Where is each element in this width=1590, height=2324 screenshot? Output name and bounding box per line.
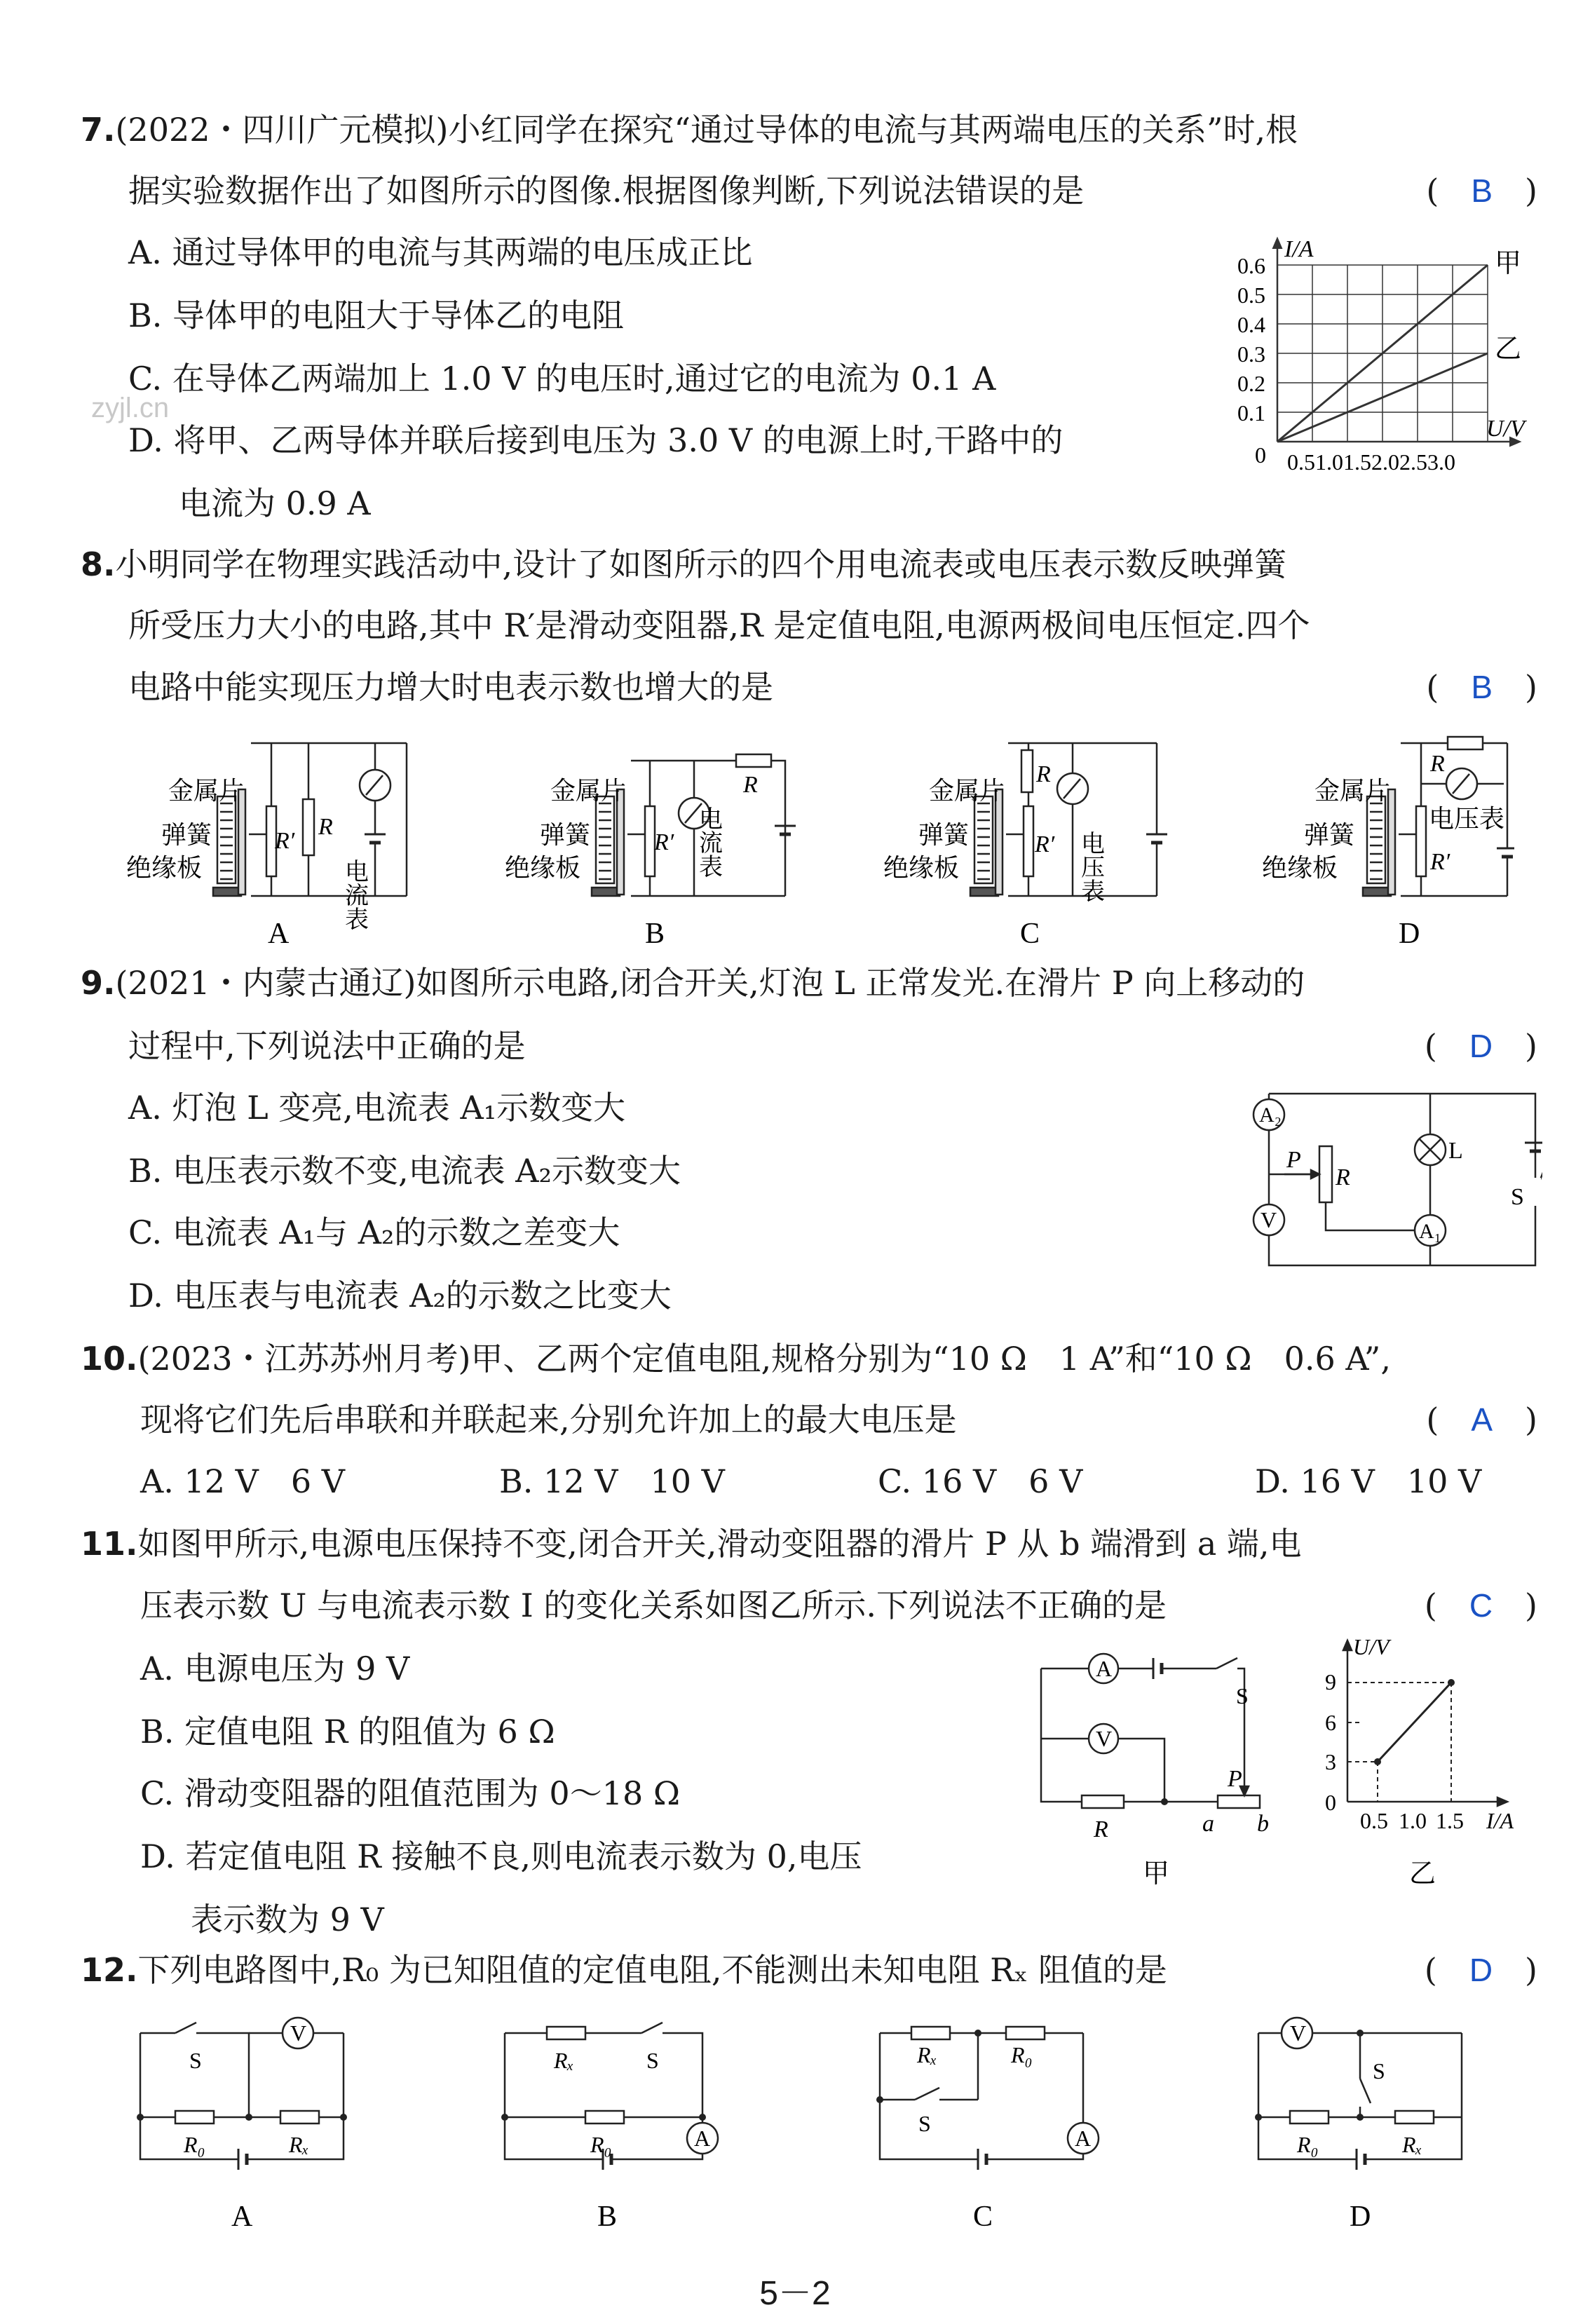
svg-text:R: R	[1336, 1164, 1350, 1190]
svg-text:金属片: 金属片	[929, 777, 1005, 805]
svg-text:R₀: R₀	[1297, 2132, 1319, 2157]
ytick: 9	[1325, 1669, 1336, 1694]
svg-text:V: V	[1096, 1726, 1113, 1751]
q8-line3: 电路中能实现压力增大时电表示数也增大的是	[128, 668, 773, 706]
svg-text:金属片: 金属片	[1314, 777, 1391, 805]
q8-circuits	[112, 729, 1514, 953]
svg-text:U/V: U/V	[1353, 1634, 1389, 1659]
q7-number: 7.	[81, 111, 116, 149]
q12-circuits	[126, 2012, 1528, 2243]
svg-text:A₁: A₁	[1419, 1220, 1442, 1243]
caption-c: C	[1020, 918, 1040, 950]
q10-option-a: A. 12 V 6 V	[140, 1462, 345, 1500]
svg-text:R: R	[1094, 1816, 1108, 1842]
svg-text:R: R	[318, 814, 333, 840]
q10-option-b: B. 12 V 10 V	[499, 1462, 725, 1500]
ui-line	[1378, 1683, 1451, 1762]
svg-text:电流表: 电流表	[695, 806, 721, 878]
svg-text:绝缘板: 绝缘板	[1262, 854, 1338, 882]
q10-option-c: C. 16 V 6 V	[878, 1462, 1083, 1500]
ytick: 0.2	[1237, 371, 1265, 396]
svg-text:甲: 甲	[1495, 249, 1522, 278]
graph-xlabel: U/V	[1486, 416, 1525, 442]
svg-text:金属片: 金属片	[168, 777, 245, 805]
circuit-b	[592, 754, 796, 896]
svg-text:A: A	[1075, 2126, 1092, 2151]
svg-text:弹簧: 弹簧	[918, 821, 970, 849]
svg-text:a: a	[1202, 1811, 1214, 1837]
graph-ylabel: I/A	[1284, 236, 1314, 262]
q8-line2: 所受压力大小的电路,其中 R′是滑动变阻器,R 是定值电阻,电源两极间电压恒定.四个	[128, 606, 1310, 644]
caption-b: B	[645, 918, 665, 950]
q7-option-d: D. 将甲、乙两导体并联后接到电压为 3.0 V 的电源上时,干路中的	[128, 421, 1064, 459]
svg-text:电压表: 电压表	[1077, 831, 1103, 902]
svg-text:金属片: 金属片	[550, 777, 627, 805]
q7-line2: 据实验数据作出了如图所示的图像.根据图像判断,下列说法错误的是	[128, 172, 1085, 210]
xtick: 1.0	[1399, 1808, 1427, 1833]
svg-text:弹簧: 弹簧	[161, 821, 212, 849]
svg-text:V: V	[1290, 2020, 1307, 2046]
svg-text:0: 0	[1255, 442, 1266, 468]
circuit-c	[970, 743, 1167, 896]
svg-text:乙: 乙	[1495, 334, 1522, 364]
xtick: 1.5	[1436, 1808, 1464, 1833]
svg-text:绝缘板: 绝缘板	[126, 854, 203, 882]
xtick: 0.5	[1360, 1808, 1388, 1833]
ytick: 0.6	[1237, 253, 1265, 278]
svg-text:弹簧: 弹簧	[540, 821, 591, 849]
q8-line1: 8.小明同学在物理实践活动中,设计了如图所示的四个用电流表或电压表示数反映弹簧	[81, 545, 1287, 583]
ytick: 6	[1325, 1710, 1336, 1735]
q10-line2: 现将它们先后串联和并联起来,分别允许加上的最大电压是	[140, 1401, 957, 1439]
svg-text:P: P	[1228, 1766, 1242, 1792]
caption-b: B	[597, 2201, 618, 2233]
ytick: 0.5	[1237, 283, 1265, 308]
svg-text:R: R	[1036, 761, 1051, 787]
svg-text:A: A	[1096, 1656, 1113, 1681]
watermark: zyjl.cn	[91, 393, 170, 423]
q9-line1: 9.(2021・内蒙古通辽)如图所示电路,闭合开关,灯泡 L 正常发光.在滑片 P 向上移动的	[81, 964, 1305, 1002]
svg-text:P: P	[1286, 1147, 1301, 1173]
ytick: 0.4	[1237, 312, 1265, 337]
q12-line1: 12.下列电路图中,R₀ 为已知阻值的定值电阻,不能测出未知电阻 Rₓ 阻值的是	[81, 1951, 1167, 1989]
page-number: 5－2	[759, 2275, 831, 2312]
svg-text:R′: R′	[275, 828, 295, 854]
svg-text:S: S	[1236, 1683, 1249, 1708]
caption-c: C	[973, 2201, 993, 2233]
q11-option-a: A. 电源电压为 9 V	[140, 1650, 410, 1687]
q12-circuit-c	[880, 2027, 1099, 2170]
svg-text:R′: R′	[1430, 849, 1450, 875]
q11-option-c: C. 滑动变阻器的阻值范围为 0～18 Ω	[140, 1774, 680, 1812]
caption-d: D	[1399, 918, 1420, 950]
ytick: 0.1	[1237, 400, 1265, 426]
svg-text:R₀: R₀	[184, 2132, 205, 2157]
svg-text:V: V	[290, 2020, 307, 2046]
svg-text:R′: R′	[654, 829, 674, 855]
q11-option-d-cont: 表示数为 9 V	[191, 1901, 384, 1938]
svg-text:弹簧: 弹簧	[1304, 821, 1355, 849]
q12-circuit-d	[1258, 2018, 1462, 2170]
caption-yi: 乙	[1409, 1859, 1436, 1889]
svg-text:A: A	[694, 2126, 711, 2151]
svg-text:0: 0	[1325, 1790, 1336, 1815]
q7-answer: ( B )	[1426, 172, 1537, 210]
ytick: 0.3	[1237, 341, 1265, 367]
q7-option-a: A. 通过导体甲的电流与其两端的电压成正比	[128, 233, 753, 271]
svg-text:S: S	[918, 2111, 931, 2136]
svg-text:R′: R′	[1035, 831, 1055, 857]
q11-line2: 压表示数 U 与电流表示数 I 的变化关系如图乙所示.下列说法不正确的是	[140, 1586, 1167, 1624]
svg-text:电压表: 电压表	[1429, 805, 1505, 833]
q9-option-c: C. 电流表 A₁与 A₂的示数之差变大	[128, 1214, 620, 1251]
q7-line1: 7.(2022・四川广元模拟)小红同学在探究“通过导体的电流与其两端电压的关系”时,根	[81, 111, 1298, 149]
q12-circuit-a	[140, 2018, 344, 2170]
q11-option-d: D. 若定值电阻 R 接触不良,则电流表示数为 0,电压	[140, 1837, 862, 1875]
xticks: 0.51.01.52.02.53.0	[1287, 449, 1455, 475]
svg-text:S: S	[1511, 1184, 1524, 1210]
svg-text:Rₓ: Rₓ	[1402, 2132, 1422, 2157]
svg-text:R₀: R₀	[1011, 2042, 1033, 2067]
svg-text:Rₓ: Rₓ	[289, 2132, 309, 2157]
svg-text:绝缘板: 绝缘板	[505, 854, 581, 882]
svg-text:S: S	[1373, 2058, 1385, 2084]
svg-text:S: S	[646, 2048, 659, 2073]
q12-answer: ( D )	[1424, 1951, 1537, 1989]
q9-line2: 过程中,下列说法中正确的是	[128, 1027, 526, 1065]
q7-option-c: C. 在导体乙两端加上 1.0 V 的电压时,通过它的电流为 0.1 A	[128, 360, 996, 397]
q11-line1: 11.如图甲所示,电源电压保持不变,闭合开关,滑动变阻器的滑片 P 从 b 端滑到 a 端,电	[81, 1525, 1302, 1563]
q10-answer: ( A )	[1426, 1401, 1537, 1439]
svg-text:R₀: R₀	[590, 2132, 612, 2157]
circuit-a	[213, 743, 407, 896]
svg-text:V: V	[1261, 1207, 1277, 1232]
caption-a: A	[268, 918, 290, 950]
q9-answer: ( D )	[1424, 1027, 1537, 1065]
q8-answer: ( B )	[1426, 668, 1537, 706]
svg-text:电流表: 电流表	[341, 859, 367, 930]
q7-option-b: B. 导体甲的电阻大于导体乙的电阻	[128, 297, 625, 334]
caption-a: A	[231, 2201, 253, 2233]
svg-text:Rₓ: Rₓ	[554, 2048, 574, 2073]
q9-circuit	[1241, 1080, 1542, 1283]
svg-text:Rₓ: Rₓ	[917, 2042, 937, 2067]
q10-option-d: D. 16 V 10 V	[1255, 1462, 1482, 1500]
ytick: 3	[1325, 1749, 1336, 1774]
q7-iu-graph	[1234, 231, 1549, 484]
q10-line1: 10.(2023・江苏苏州月考)甲、乙两个定值电阻,规格分别为“10 Ω 1 A”和“10 Ω 0.6 A”,	[81, 1340, 1391, 1378]
q11-option-b: B. 定值电阻 R 的阻值为 6 Ω	[140, 1713, 555, 1751]
svg-text:绝缘板: 绝缘板	[883, 854, 960, 882]
svg-text:I/A: I/A	[1486, 1808, 1514, 1833]
q11-answer: ( C )	[1424, 1586, 1537, 1624]
q7-option-d-cont: 电流为 0.9 A	[179, 484, 371, 522]
caption-jia: 甲	[1143, 1859, 1170, 1889]
svg-text:A₂: A₂	[1259, 1103, 1282, 1127]
q11-circuit-jia	[1034, 1633, 1272, 1900]
q9-option-a: A. 灯泡 L 变亮,电流表 A₁示数变大	[128, 1089, 626, 1127]
svg-text:R: R	[1430, 751, 1445, 777]
q11-ui-graph	[1311, 1633, 1542, 1900]
svg-text:R: R	[743, 772, 758, 798]
q9-option-d: D. 电压表与电流表 A₂的示数之比变大	[128, 1277, 672, 1314]
svg-text:b: b	[1257, 1811, 1269, 1837]
svg-text:L: L	[1448, 1138, 1463, 1164]
svg-text:S: S	[189, 2048, 202, 2073]
caption-d: D	[1350, 2201, 1371, 2233]
q9-option-b: B. 电压表示数不变,电流表 A₂示数变大	[128, 1152, 681, 1190]
